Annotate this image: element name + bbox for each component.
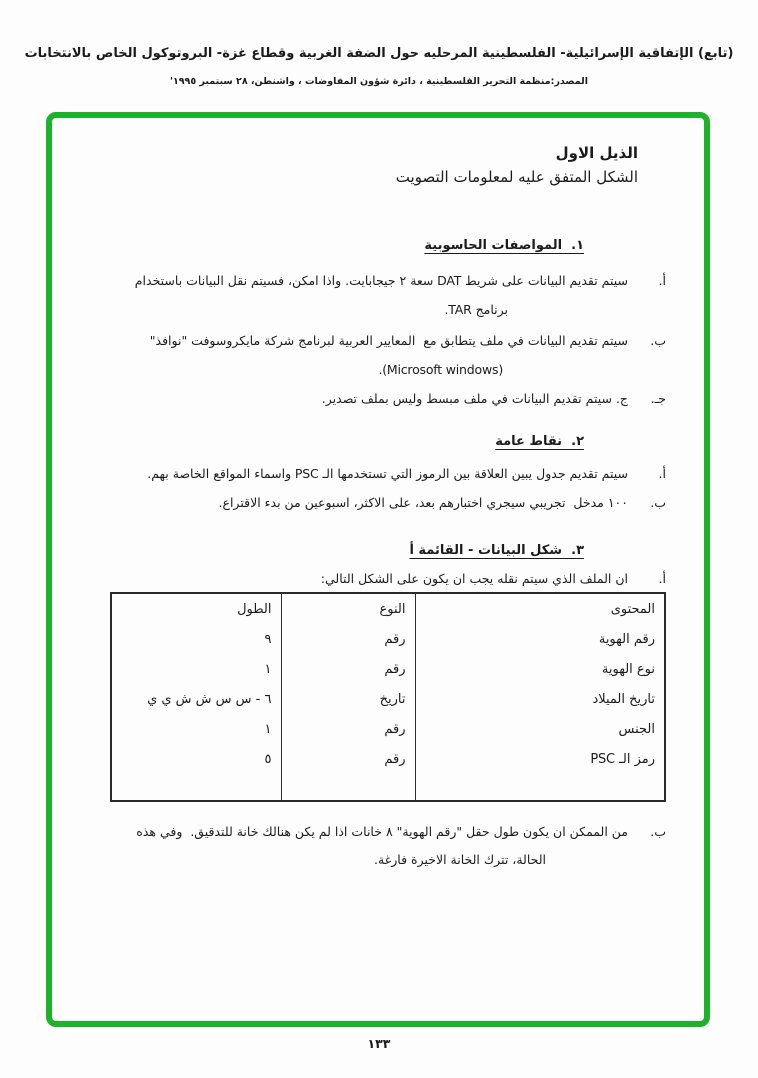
table-col-header-content: المحتوى <box>415 593 665 624</box>
section-3-heading: ٣. شكل البيانات - القائمة أ <box>409 543 584 558</box>
data-format-table <box>110 592 666 802</box>
table-cell-type: رقم <box>281 744 415 774</box>
table-cell-content: الجنس <box>415 714 665 744</box>
appendix-subtitle: الشكل المتفق عليه لمعلومات التصويت <box>395 168 638 186</box>
list-item-line: (Microsoft windows). <box>378 362 503 377</box>
page-header-source: المصدر:منظمة التحرير الفلسطينية ، دائرة شؤون المفاوضات ، واشنطن، ٢٨ سبتمبر ١٩٩٥' <box>170 76 588 87</box>
list-item-marker: أ. <box>658 571 666 586</box>
page-number: ١٣٣ <box>367 1036 391 1051</box>
table-cell-length: ٩ <box>111 624 281 654</box>
list-item <box>92 488 666 517</box>
appendix-title: الذيل الاول <box>555 144 638 162</box>
content-frame <box>46 112 710 1027</box>
table-cell-content: نوع الهوية <box>415 654 665 684</box>
list-item-line: ج. سيتم تقديم البيانات في ملف مبسط وليس بملف تصدير. <box>321 391 628 406</box>
table-row <box>111 624 665 654</box>
list-item-line: سيتم تقديم جدول يبين العلاقة بين الرموز التي تستخدمها الـ PSC واسماء المواقع الخاصة بهم. <box>147 466 628 481</box>
list-item <box>92 384 666 413</box>
table-row <box>111 744 665 774</box>
list-item-line: سيتم تقديم البيانات على شريط DAT سعة ٢ جيجابايت. واذا امكن، فسيتم نقل البيانات باستخدام <box>134 273 628 288</box>
list-item-marker: أ. <box>658 466 666 481</box>
list-item-marker: أ. <box>658 273 666 288</box>
table-cell-length: ١ <box>111 654 281 684</box>
list-item-line: من الممكن ان يكون طول حقل "رقم الهوية" ٨ خانات اذا لم يكن هنالك خانة للتدقيق. وفي هذه <box>136 824 628 839</box>
table-row <box>111 714 665 744</box>
table-col-header-type: النوع <box>281 593 415 624</box>
list-item <box>92 459 666 488</box>
table-cell-type: رقم <box>281 624 415 654</box>
table-cell-type: تاريخ <box>281 684 415 714</box>
list-item <box>92 566 666 592</box>
closing-note <box>92 818 666 874</box>
table-header-row <box>111 593 665 624</box>
table-cell-content: رقم الهوية <box>415 624 665 654</box>
list-item-line: برنامج TAR. <box>444 302 508 317</box>
list-item-marker: ب. <box>650 495 666 510</box>
section-1-heading: ١. المواصفات الحاسوبية <box>424 238 584 253</box>
list-item-line: سيتم تقديم البيانات في ملف يتطابق مع المعايير العربية لبرنامج شركة مايكروسوفت "نوافذ" <box>149 333 628 348</box>
table-cell-length: ١ <box>111 714 281 744</box>
table-cell-length: ٥ <box>111 744 281 774</box>
list-item <box>92 326 666 384</box>
list-item-line: ١٠٠ مدخل تجريبي سيجري اختبارهم بعد، على الاكثر، اسبوعين من بدء الاقتراع. <box>218 495 628 510</box>
table-row <box>111 654 665 684</box>
section-2-heading: ٢. نقاط عامة <box>495 434 584 449</box>
table-cell-type: رقم <box>281 714 415 744</box>
list-item-line: الحالة، تترك الخانة الاخيرة فارغة. <box>374 852 546 867</box>
list-item-marker: جـ. <box>650 391 666 406</box>
list-item-marker: ب. <box>650 824 666 839</box>
frame-content <box>52 118 704 1021</box>
list-item-line: ان الملف الذي سيتم نقله يجب ان يكون على الشكل التالي: <box>320 571 628 586</box>
table-cell-length: ٦ - س س ش ش ي ي <box>111 684 281 714</box>
page-header-title: (تابع) الإتفاقية الإسرائيلية- الفلسطينية المرحليه حول الضفة الغربية وقطاع غزة- البروتوكول الخاص بالانتخابات <box>24 46 734 61</box>
list-item-marker: ب. <box>650 333 666 348</box>
table-cell-content: رمز الـ PSC <box>415 744 665 774</box>
table-cell-type: رقم <box>281 654 415 684</box>
table-filler-row <box>111 774 665 801</box>
table-row <box>111 684 665 714</box>
table-col-header-length: الطول <box>111 593 281 624</box>
list-item <box>92 266 666 324</box>
table-cell-content: تاريخ الميلاد <box>415 684 665 714</box>
